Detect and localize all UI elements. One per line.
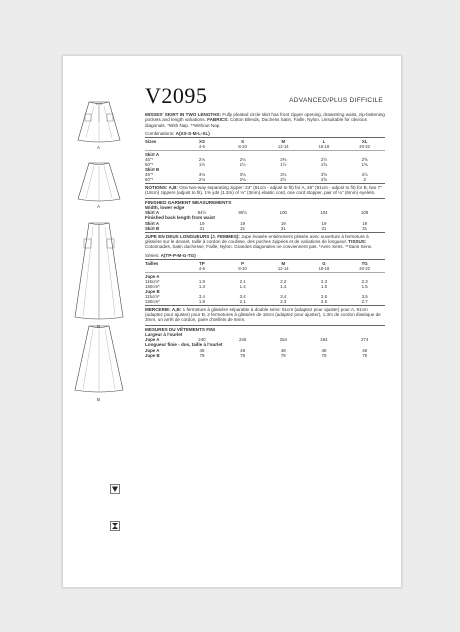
yardage-group-title: Skirt A <box>145 152 159 158</box>
measurement-cell: 264 <box>320 337 328 343</box>
measurement-label: Skirt B <box>145 225 160 231</box>
size-range-cell: 20-22 <box>359 144 370 150</box>
yardage-cell: 1⅝ <box>361 162 368 168</box>
size-cell: XS <box>199 139 205 145</box>
measurement-cell: 48 <box>199 347 205 353</box>
fabric-width-label: 115cm* <box>145 278 160 284</box>
measurement-cell: 48 <box>321 347 327 353</box>
yardage-cell: 3⅛ <box>198 172 205 178</box>
divider <box>145 259 385 260</box>
measurement-cell: 104 <box>320 210 328 216</box>
skirt-b-front-drawing <box>71 221 127 321</box>
skirt-b-back-drawing <box>71 324 127 394</box>
description-title: JUPE EN DEUX LONGUEURS (J. FEMMES): <box>145 233 240 239</box>
size-range-cell: 16-18 <box>318 265 330 271</box>
divider <box>145 305 385 306</box>
yardage-group-title: Jupe A <box>145 273 160 279</box>
size-header-label: Tailles <box>145 260 159 266</box>
measurement-cell: 31 <box>199 225 205 231</box>
fabric-width-label: 45"* <box>145 172 154 178</box>
size-table-en <box>145 139 385 149</box>
difficulty-level: ADVANCED/PLUS DIFFICILE <box>289 97 383 104</box>
fabrics-body: Cotton Blends, Duchess Satin, Faille, Nylon. Unsuitable for obvious diagonals. *With Nap. **Without Nap. <box>145 117 367 128</box>
fabric-width-label: 150cm* <box>145 283 160 289</box>
yardage-cell: 2.1 <box>239 298 246 304</box>
combinations-value: A(XS-S-M-L-XL) <box>175 130 210 136</box>
yardage-cell: 1⅝ <box>320 162 328 168</box>
measurement-label: Jupe B <box>145 352 160 358</box>
measurement-cell: 240 <box>198 337 206 343</box>
yardage-group-title: Skirt B <box>145 167 160 173</box>
down-triangle-icon <box>110 484 120 494</box>
divider <box>145 325 385 326</box>
measurement-cell: 19 <box>362 220 368 226</box>
yardage-cell: 1.3 <box>198 283 205 289</box>
yardage-cell: 3.5 <box>361 293 368 299</box>
size-range-cell: 4-6 <box>198 265 205 271</box>
yardage-cell: 2⅝ <box>361 157 368 163</box>
size-cell: M <box>281 139 286 145</box>
yardage-cell: 2½ <box>280 177 287 183</box>
figure-label: A <box>97 204 101 209</box>
combinations-value: A(TP-P-M-G-TG) <box>160 252 196 258</box>
measurement-label: Skirt A <box>145 220 159 226</box>
measurement-cell: 48 <box>362 347 368 353</box>
pattern-number: V2095 <box>145 83 208 108</box>
finished-subtitle: Longueur finie - dos, taille à l'ourlet <box>145 342 223 348</box>
yardage-cell: 3 <box>363 177 366 183</box>
notions-body: 1 fermeture à glissière séparable à double sens: 61cm (adaptez pour ajuster) pour A, 91cm (adaptez pour ajuster) pour B, 2 fermetures à glissière de 18cm (adaptez pour ajuster), 1.3m de cordon élastique de 3mm, un arrêt de cordon, paire d'œillets de 6mm. <box>145 306 381 323</box>
yardage-row <box>145 177 385 182</box>
figure-label: B <box>97 397 101 402</box>
combinations-line <box>145 131 385 136</box>
divider <box>145 272 385 273</box>
yardage-cell: 1.5 <box>361 283 368 289</box>
yardage-row <box>145 299 385 304</box>
finished-subtitle: Largeur à l'ourlet <box>145 332 183 338</box>
size-table-fr <box>145 261 385 271</box>
divider <box>145 198 385 199</box>
yardage-cell: 1.4 <box>239 283 246 289</box>
hourglass-icon <box>110 521 120 531</box>
notions-body: One two-way separating zipper: 24" (61cm - adjust to fit) for A, 36" (91cm - adjust to fit) for B, two 7" (18cm) zippers (adjust to fit), 1⅜ yds (1.3m) of ⅛" (3mm) elastic cord, one cord stopper, pair of ¼" (6mm) eyelets. <box>145 185 382 196</box>
measurement-cell: 100 <box>279 210 287 216</box>
yardage-cell: 1½ <box>280 162 287 168</box>
size-range-cell: 8-10 <box>238 265 247 271</box>
measurement-cell: 19 <box>280 220 286 226</box>
measurement-cell: 108 <box>360 210 369 216</box>
measurement-row <box>145 353 385 358</box>
notions-fr <box>145 307 385 323</box>
yardage-cell: 2⅝ <box>320 177 328 183</box>
description-en <box>145 112 385 128</box>
divider <box>145 232 385 233</box>
yardage-cell: 1½ <box>198 162 205 168</box>
skirt-a-back-drawing <box>73 161 125 203</box>
measurement-row <box>145 226 385 231</box>
measurement-cell: 84½ <box>197 210 207 216</box>
measurement-cell: 79 <box>199 352 205 358</box>
description-body: Fully pleated circle skirt has front zipper opening, drawstring waist, zip-fastening pockets and length variations. <box>145 112 385 123</box>
measurement-cell: 79 <box>240 352 246 358</box>
yardage-cell: 2.3 <box>320 278 328 284</box>
fabric-width-label: 115cm* <box>145 293 160 299</box>
divider <box>145 137 385 138</box>
yardage-cell: 2⅛ <box>239 157 246 163</box>
measurement-label: Jupe A <box>145 337 160 343</box>
fabric-width-label: 45"* <box>145 157 154 163</box>
description-fr <box>145 234 385 250</box>
yardage-cell: 2⅛ <box>239 177 246 183</box>
figure-label: B <box>97 324 101 329</box>
size-cell: G <box>322 260 326 266</box>
yardage-cell: 3.4 <box>239 293 246 299</box>
yardage-cell: 1.9 <box>198 278 205 284</box>
yardage-cell: 2½ <box>320 157 328 163</box>
measurement-cell: 274 <box>360 337 369 343</box>
yardage-table-fr <box>145 274 385 304</box>
yardage-cell: 2⅛ <box>198 157 205 163</box>
measurement-label: Jupe A <box>145 347 160 353</box>
measurement-cell: 31 <box>362 225 368 231</box>
fabrics-title: FABRICS: <box>207 117 229 123</box>
finished-length-table-en <box>145 221 385 231</box>
size-range-row <box>145 144 385 149</box>
finished-measurements-title: MESURES DU VÊTEMENTS FINI <box>145 326 215 332</box>
fabrics-body: Cotonnades, Satin duchesse, Faille, Nylon. Grandes diagonales ne conviennent pas. *Avec Sens. **Sans Sens. <box>145 244 373 250</box>
size-cell: S <box>241 139 245 145</box>
measurement-cell: 31 <box>321 225 327 231</box>
measurement-cell: 79 <box>321 352 327 358</box>
notions-en <box>145 185 385 196</box>
notions-title: NOTIONS: A,B: <box>145 185 179 191</box>
finished-length-table-fr <box>145 348 385 358</box>
pattern-envelope-back <box>62 55 402 588</box>
yardage-cell: 2.1 <box>239 278 246 284</box>
yardage-cell: 3.5 <box>320 293 328 299</box>
yardage-cell: 3⅛ <box>239 172 246 178</box>
combinations-label: Séries: <box>145 252 161 258</box>
size-range-cell: 12-14 <box>277 144 289 150</box>
figure-label: A <box>97 145 101 150</box>
yardage-cell: 3.4 <box>280 293 287 299</box>
measurement-cell: 245 <box>238 337 247 343</box>
yardage-cell: 2⅛ <box>198 177 205 183</box>
description-body: Jupe évasée entièrement plissée avec ouverture à fermeture à glissière sur le devant, taille à cordon de coulisse, des poches zippées et de variations de longueur. <box>145 233 369 244</box>
size-range-cell: 12-14 <box>277 265 289 271</box>
finished-subtitle: Width, lower edge <box>145 205 185 211</box>
measurement-cell: 31 <box>240 225 246 231</box>
yardage-cell: 3⅝ <box>320 172 328 178</box>
pattern-details <box>145 112 385 358</box>
finished-subtitle: Finished back length from waist <box>145 215 215 221</box>
measurement-cell: 79 <box>280 352 286 358</box>
fabric-width-label: 60"* <box>145 162 154 168</box>
size-range-row <box>145 266 385 271</box>
size-header-label: Sizes <box>145 139 157 145</box>
yardage-cell: 2.7 <box>361 298 368 304</box>
fabric-width-label: 150cm* <box>145 298 160 304</box>
measurement-cell: 31 <box>280 225 286 231</box>
yardage-cell: 3⅞ <box>361 172 368 178</box>
yardage-cell: 1.5 <box>320 283 328 289</box>
divider <box>145 150 385 151</box>
size-cell: TG <box>361 260 368 266</box>
finished-measurements-title: FINISHED GARMENT MEASUREMENTS <box>145 199 232 205</box>
yardage-cell: 1.9 <box>198 298 205 304</box>
measurement-cell: 254 <box>279 337 287 343</box>
yardage-cell: 2.3 <box>280 298 287 304</box>
yardage-cell: 2⅜ <box>280 157 287 163</box>
fabric-width-label: 60"* <box>145 177 154 183</box>
size-cell: L <box>322 139 326 145</box>
measurement-cell: 79 <box>362 352 368 358</box>
size-range-cell: 4-6 <box>198 144 205 150</box>
yardage-table-en <box>145 152 385 182</box>
yardage-group-title: Jupe B <box>145 288 160 294</box>
divider <box>145 183 385 184</box>
measurement-cell: 90½ <box>238 210 247 216</box>
yardage-cell: 2.3 <box>361 278 368 284</box>
size-range-cell: 8-10 <box>238 144 247 150</box>
yardage-cell: 3.4 <box>198 293 205 299</box>
size-cell: P <box>241 260 245 266</box>
measurement-cell: 19 <box>199 220 205 226</box>
description-title: MISSES' SKIRT IN TWO LENGTHS: <box>145 112 222 117</box>
size-cell: TP <box>199 260 205 266</box>
measurement-cell: 19 <box>240 220 246 226</box>
fabrics-title: TISSUS: <box>348 238 367 244</box>
yardage-cell: 1.4 <box>280 283 287 289</box>
measurement-label: Skirt A <box>145 210 159 216</box>
size-range-cell: 16-18 <box>318 144 330 150</box>
yardage-cell: 3⅛ <box>280 172 287 178</box>
notions-title: MERCERIE: A,B: <box>145 306 182 312</box>
combinations-line <box>145 253 385 258</box>
combinations-label: Combinations: <box>145 130 176 136</box>
skirt-a-front-drawing <box>73 100 125 144</box>
measurement-cell: 48 <box>240 347 246 353</box>
yardage-cell: 1½ <box>239 162 246 168</box>
size-cell: M <box>281 260 286 266</box>
yardage-cell: 2.5 <box>320 298 328 304</box>
measurement-cell: 19 <box>321 220 327 226</box>
yardage-cell: 2.2 <box>280 278 287 284</box>
size-range-cell: 20-22 <box>359 265 370 271</box>
measurement-cell: 48 <box>280 347 286 353</box>
size-cell: XL <box>361 139 368 145</box>
